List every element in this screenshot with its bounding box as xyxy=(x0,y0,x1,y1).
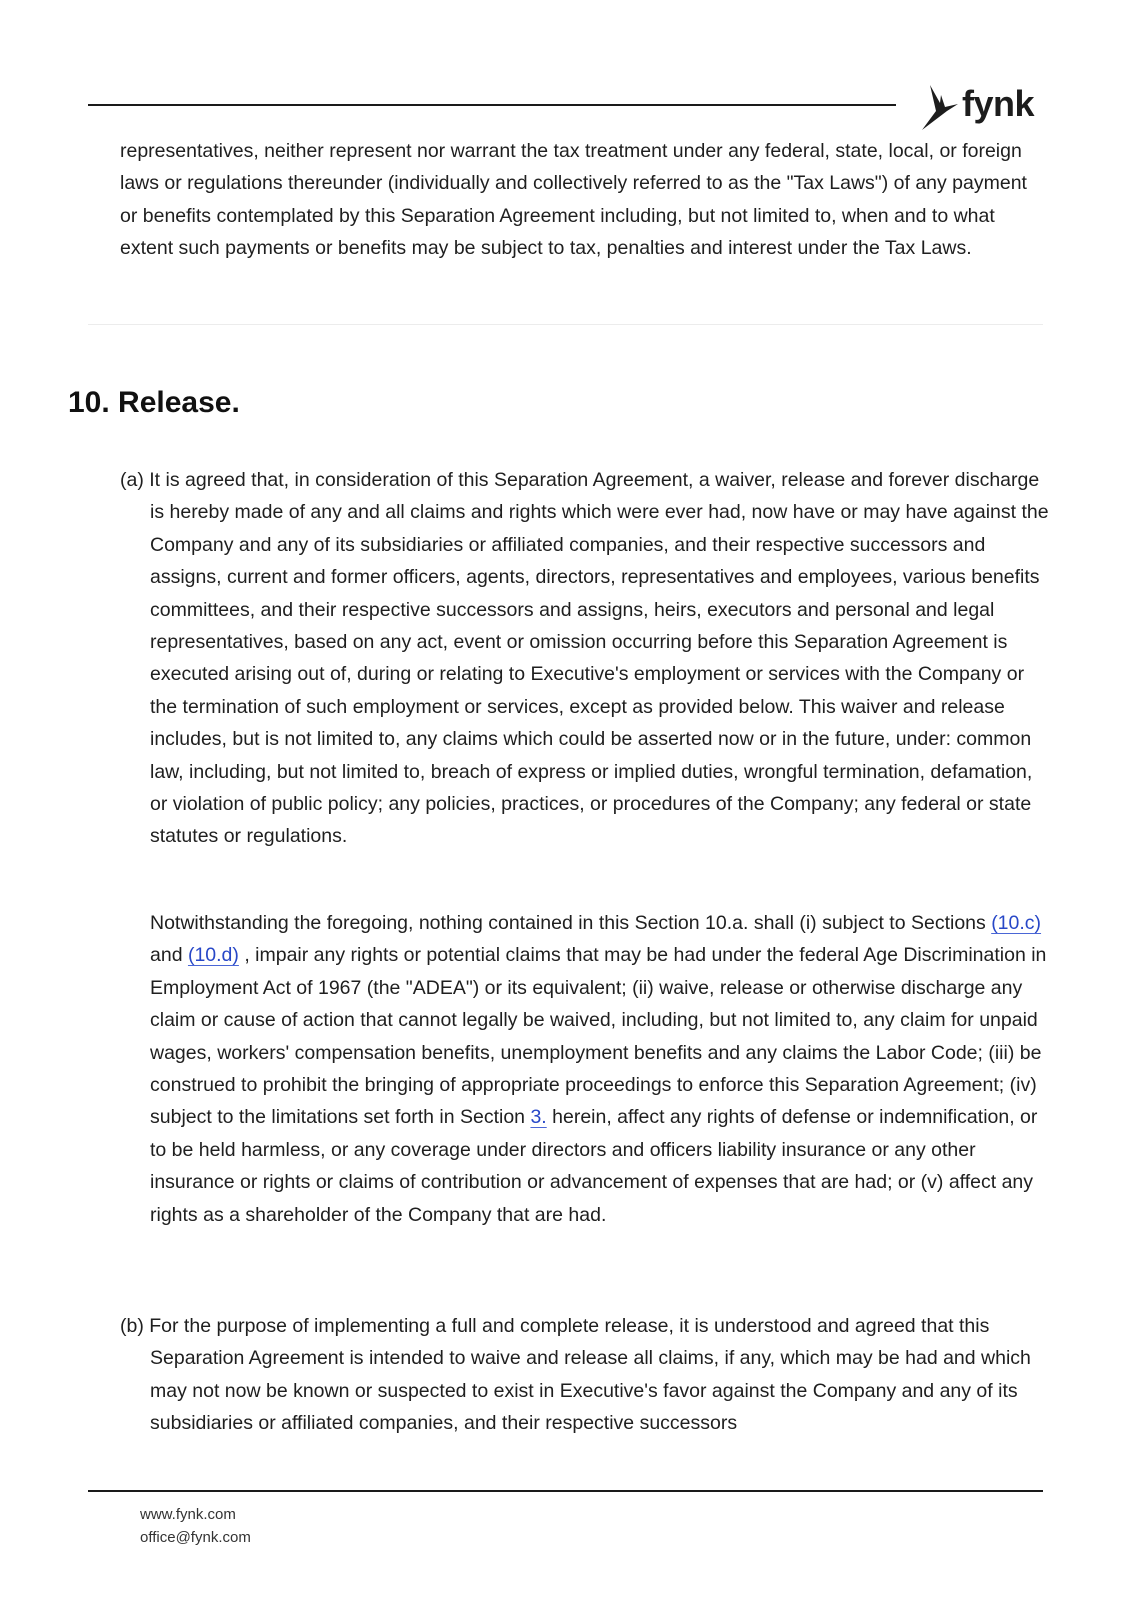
notwithstanding-text-2: and xyxy=(150,944,188,967)
clause-b-marker: (b) xyxy=(120,1315,144,1337)
clause-a xyxy=(120,464,1055,853)
notwithstanding-text-1: Notwithstanding the foregoing, nothing contained in this Section 10.a. shall (i) subject to Sections xyxy=(150,912,992,934)
footer xyxy=(140,1503,251,1549)
fynk-logo xyxy=(918,80,1034,132)
section-3-link[interactable]: 3. xyxy=(530,1106,547,1129)
section-divider xyxy=(88,324,1043,325)
section-10d-link[interactable]: (10.d) xyxy=(187,944,239,967)
footer-rule xyxy=(88,1490,1043,1492)
intro-paragraph: representatives, neither represent nor warrant the tax treatment under any federal, state, local, or foreign laws or regulations thereunder (individually and collectively referred to as the "Tax Laws") of any payment or benefits contemplated by this Separation Agreement including, but not limited to, when and to what extent such payments or benefits may be subject to tax, penalties and interest under the Tax Laws. xyxy=(120,140,1027,260)
header-rule xyxy=(88,104,896,106)
clause-a-marker: (a) xyxy=(120,469,144,491)
clause-b xyxy=(120,1310,1055,1440)
bird-icon xyxy=(918,81,958,131)
notwithstanding-text-4: herein, affect any rights of defense or indemnification, or to be held harmless, or any coverage under directors and officers liability insurance or any other insurance or rights or claims of contribution or advancement of expenses that are had; or (v) affect any rights as a shareholder of the Company that are had. xyxy=(150,1106,1038,1226)
section-10c-link[interactable]: (10.c) xyxy=(991,912,1042,934)
section-heading: 10. Release. xyxy=(68,386,240,419)
notwithstanding-paragraph xyxy=(150,907,1055,1231)
logo-text: fynk xyxy=(962,83,1035,124)
footer-email[interactable]: office@fynk.com xyxy=(140,1529,251,1546)
clause-b-text: For the purpose of implementing a full and complete release, it is understood and agreed that this Separation Agreement is intended to waive and release all claims, if any, which may be had and which may not now be known or suspected to exist in Executive's favor against the Company and any of its subsidiaries or affiliated companies, and their respective successors xyxy=(149,1315,1031,1435)
clause-a-text: It is agreed that, in consideration of this Separation Agreement, a waiver, release and forever discharge is hereby made of any and all claims and rights which were ever had, now have or may have against the Company and any of its subsidiaries or affiliated companies, and their respective successors and assigns, current and former officers, agents, directors, representatives and employees, various benefits committees, and their respective successors and assigns, heirs, executors and personal and legal representatives, based on any act, event or omission occurring before this Separation Agreement is executed arising out of, during or relating to Executive's employment or services with the Company or the termination of such employment or services, except as provided below. This waiver and release includes, but is not limited to, any claims which could be asserted now or in the future, under: common law, including, but not limited to, breach of express or implied duties, wrongful termination, defamation, or violation of public policy; any policies, practices, or procedures of the Company; any federal or state statutes or regulations. xyxy=(149,469,1049,848)
footer-website[interactable]: www.fynk.com xyxy=(140,1506,236,1523)
notwithstanding-text-3: , impair any rights or potential claims that may be had under the federal Age Discrimination in Employment Act of 1967 (the "ADEA") or its equivalent; (ii) waive, release or otherwise discharge any claim or cause of action that cannot legally be waived, including, but not limited to, any claim for unpaid wages, workers' compensation benefits, unemployment benefits and any claims the Labor Code; (iii) be construed to prohibit the bringing of appropriate proceedings to enforce this Separation Agreement; (iv) subject to the limitations set forth in Section xyxy=(150,944,1047,1129)
